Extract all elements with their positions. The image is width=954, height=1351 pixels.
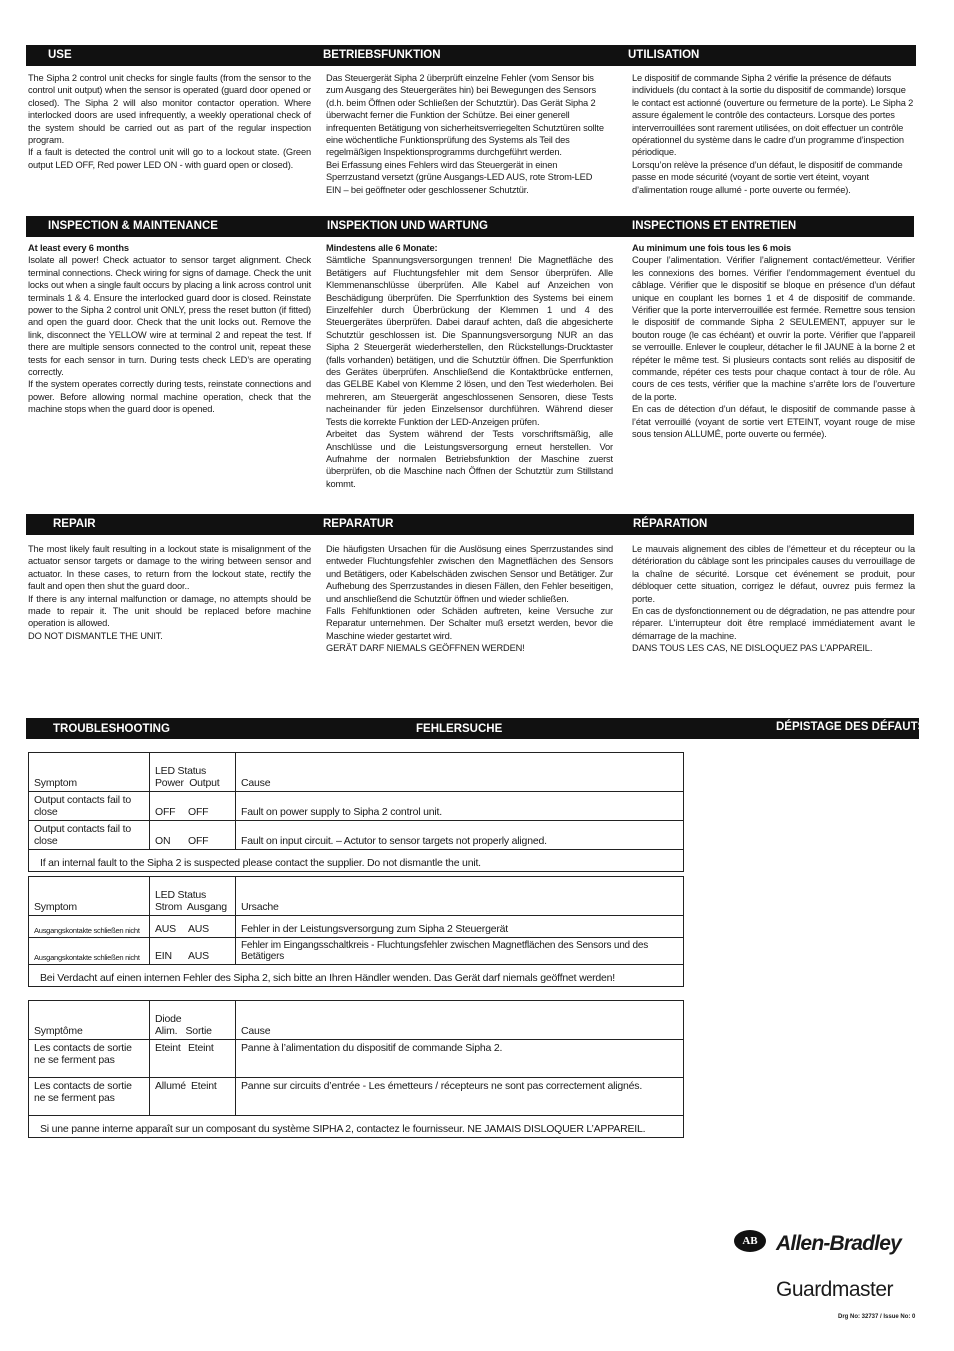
repair-text-fr (632, 543, 915, 655)
col-header-alim: Alim. (155, 1025, 178, 1037)
repair-text-en (28, 543, 311, 642)
diode-cell (150, 1078, 236, 1116)
inspection-text-fr (632, 242, 915, 441)
paragraph: If there is any internal malfunction or damage, no attempts should be made to repair it. The unit should be replaced before machine operation is allowed. (28, 593, 311, 629)
symptom-cell: Les contacts de sortie ne se ferment pas (29, 1040, 150, 1078)
col-header-ursache: Ursache (236, 877, 684, 916)
alim-value: Allumé (155, 1080, 186, 1092)
brand-name: Allen-Bradley (776, 1232, 901, 1255)
paragraph: Arbeitet das System während der Tests vorschriftsmäßig, alle Anschlüsse und die Leistungsversorgung erneut herstellen. Vor Aufnahme der normalen Betriebsfunktion der Maschine zuerst überprüfen, ob die Maschine nach Öffnen der Schutztür zum Stillstand kommt. (326, 429, 613, 489)
table-row (29, 792, 684, 821)
section-header-bar-troubleshooting (26, 718, 926, 739)
section-header-bar-inspection (26, 216, 914, 237)
table-row (29, 938, 684, 965)
troubleshooting-table-fr (28, 1000, 684, 1138)
table-note: Bei Verdacht auf einen internen Fehler des Sipha 2, sich bitte an Ihren Händler wenden. Das Gerät darf niemals geöffnet werden! (29, 965, 684, 987)
use-text-fr (632, 72, 914, 196)
table-row (29, 1078, 684, 1116)
inspection-text-en (28, 242, 311, 416)
col-header-symptome: Symptôme (29, 1001, 150, 1040)
paragraph: Le dispositif de commande Sipha 2 vérifie la présence de défauts individuels (du contact à la sortie du dispositif de commande) lorsque le contact est actionné (ouverture ou fermeture de la porte). Le Sipha 2 assure également le contrôle des contacteurs. Lorsque des portes interverrouillées sont rarement utilisées, on doit effectuer un contrôle opérationnel du système dans le cadre d’un programme d’inspection périodique. (632, 73, 914, 158)
inspection-interval-en: At least every 6 months (28, 243, 129, 253)
paragraph: If the system operates correctly during tests, reinstate connections and power. Before allowing normal machine operation, check that the machine stops when the guard door is opened. (28, 379, 311, 415)
symptom-cell: Les contacts de sortie ne se ferment pas (29, 1078, 150, 1116)
paragraph: Das Steuergerät Sipha 2 überprüft einzelne Fehler (vom Sensor bis zum Ausgang des Steuergerätes hin) bei Bewegungen des Sensors (d.h. beim Öffnen oder Schließen der Schutztür). Das Gerät Sipha 2 überwacht ferner die Funktion der Schütze. Bei einer generell infrequenten Betätigung von sicherheitsverriegelten Schutztüren sollte eine wöchentliche Funktionsprüfung des Systems als Teil des regelmäßigen Inspektionsprogramms durchgeführt werden. (326, 73, 604, 158)
col-header-symptom: Symptom (29, 753, 150, 792)
header-repair-fr: RÉPARATION (633, 518, 708, 530)
cause-cell: Fault on power supply to Sipha 2 control unit. (236, 792, 684, 821)
header-repair-de: REPARATUR (323, 518, 394, 530)
paragraph: DO NOT DISMANTLE THE UNIT. (28, 630, 163, 641)
col-header-cause: Cause (236, 1001, 684, 1040)
paragraph: Lorsqu’on relève la présence d’un défaut, le dispositif de commande passe en mode sécurité (voyant de sortie vert éteint, voyant d’alimentation rouge allumé - porte ouverte ou fermée). (632, 159, 903, 195)
col-header-symptom: Symptom (29, 877, 150, 916)
col-header-output: Output (189, 777, 220, 789)
paragraph: The most likely fault resulting in a lockout state is misalignment of the actuator sensor targets or damage to the wiring between sensor and actuator. In these cases, to return from the lockout state, rectify the fault and open then shut the guard door.. (28, 544, 311, 592)
alim-value: Eteint (155, 1042, 181, 1054)
paragraph: En cas de dysfonctionnement ou de dégradation, ne pas attendre pour réparer. L’interrupteur doit être remplacé immédiatement avant le démarrage de la machine. (632, 606, 915, 641)
col-header-power: Power (155, 777, 184, 789)
col-header-diode (150, 1001, 236, 1040)
paragraph: Couper l’alimentation. Vérifier l’alignement contact/émetteur. Vérifier les connexions des bornes. Vérifier l’endommagement éventuel du câblage. Vérifier que le dispositif se bloque en présence d’un défaut unique en couplant les bornes 1 et 4 de dispositif de commande. Vérifier que la porte interverrouillée est fermée. Remettre sous tension le dispositif de commande Sipha 2 SEULEMENT, appuyer sur le bouton rouge (le cas échéant) et ouvrir la porte. Vérifier que l’appareil se verrouille. Enlever le coupleur, détacher le fil JAUNE à la borne 2 et répéter le même test. Si plusieurs contacts sont reliés au dispositif de commande, répéter ces tests pour chaque contact à tour de rôle. Au cours de ces tests, vérifier que la machine s’arrête lors de l’ouverture de la porte. (632, 255, 915, 402)
diode-cell (150, 1040, 236, 1078)
sortie-value: Eteint (188, 1042, 214, 1054)
header-inspection-fr: INSPECTIONS ET ENTRETIEN (632, 220, 797, 232)
inspection-interval-de: Mindestens alle 6 Monate: (326, 243, 438, 253)
paragraph: En cas de détection d’un défaut, le dispositif de commande passe à l’état verrouillé (voyant de sortie vert ETEINT, voyant rouge de mise sous tension ALLUMÉ, porte ouverte ou fermée). (632, 404, 915, 440)
diode-group-label: Diode (155, 1013, 182, 1025)
led-cell (150, 938, 236, 965)
led-group-label: LED Status (155, 889, 207, 901)
paragraph: Bei Erfassung eines Fehlers wird das Steuergerät in einen Sperrzustand versetzt (grüne Ausgangs-LED AUS, rote Strom-LED EIN – bei geöffneter oder geschlossener Schutztür. (326, 159, 593, 195)
paragraph: Sämtliche Spannungsversorgungen trennen! Die Magnetfläche des Betätigers auf Fluchtungsfehler mit dem Sensor überprüfen. Alle Klemmenanschlüsse überprüfen. Alle Kabel auf Anzeichen von Beschädigung überprüfen. Die Sperrfunktion des Systems bei einem Einzelfehler durch Überbrückung der Klemmen 1 und 4 des Steuergerätes überprüfen. Dabei darauf achten, daß die abgesicherte Schutztür geschlossen ist. Die Spannungsversorgung NUR an das Sipha 2 Steuergerät wiederherstellen, den Rückstellungs-Drucktaster (falls vorhanden) betätigen, und die Schutztür öffnen. Die Sperrfunktion des Gerätes überprüfen. Anschließend die Kontaktbrücke entfernen, das GELBE Kabel von Klemme 2 lösen, und den Test wiederholen. Bei mehreren, am Steuergerät angeschlossenen Sensoren, diese Tests nacheinander für jeden Einzelsensor durchführen. Während dieser Tests die korrekte Funktion der LED-Anzeigen prüfen. (326, 255, 613, 427)
inspection-text-de (326, 242, 613, 490)
ausgang-value: AUS (188, 950, 209, 962)
led-cell (150, 792, 236, 821)
col-header-led (150, 877, 236, 916)
header-use-en: USE (48, 49, 72, 61)
table-row (29, 821, 684, 850)
cause-cell: Fault on input circuit. – Actutor to sensor targets not properly aligned. (236, 821, 684, 850)
led-cell (150, 916, 236, 938)
paragraph: Le mauvais alignement des cibles de l’émetteur et du récepteur ou la détérioration du câblage sont les principales causes du verrouillage de la chaîne de sécurité. Lorsque cet événement se produit, pour débloquer cette situation, corrigez le défaut, ouvrez puis fermez la porte. (632, 544, 915, 604)
strom-value: EIN (155, 950, 172, 962)
ausgang-value: AUS (188, 923, 209, 935)
inspection-interval-fr: Au minimum une fois tous les 6 mois (632, 243, 792, 253)
col-header-ausgang: Ausgang (186, 901, 227, 913)
header-troubleshooting-fr: DÉPISTAGE DES DÉFAUTS (776, 721, 926, 733)
symptom-cell: Ausgangskontakte schließen nicht (29, 938, 150, 965)
table-note: Si une panne interne apparaît sur un composant du système SIPHA 2, contactez le fournisseur. NE JAMAIS DISLOQUER L’APPAREIL. (29, 1116, 684, 1138)
cause-cell: Panne sur circuits d’entrée - Les émetteurs / récepteurs ne sont pas correctement alignés. (236, 1078, 684, 1116)
cause-cell: Fehler in der Leistungsversorgung zum Sipha 2 Steuergerät (236, 916, 684, 938)
col-header-led (150, 753, 236, 792)
paragraph: DANS TOUS LES CAS, NE DISLOQUEZ PAS L’APPAREIL. (632, 643, 873, 654)
strom-value: AUS (155, 923, 176, 935)
table-row (29, 1040, 684, 1078)
troubleshooting-table-en (28, 752, 684, 872)
paragraph: Isolate all power! Check actuator to sensor target alignment. Check terminal connections. Check wiring for signs of damage. Check the unit locks out when a single fault occurs by placing a link across control unit terminals 1 & 4. Ensure the interlocked guard door is closed. Reinstate power to the Sipha 2 control unit ONLY, press the reset button (if fitted) and open the guard door. Check that the unit locks out. Remove the link, disconnect the YELLOW wire at terminal 2 and repeat the test. If there are multiple sensors connected to the control unit, repeat these tests for each sensor in turn. During tests check LED’s are operating correctly. (28, 255, 311, 378)
repair-text-de (326, 543, 613, 655)
section-header-bar-use (26, 45, 916, 66)
allen-bradley-logo-icon: AB (734, 1230, 766, 1252)
paragraph: The Sipha 2 control unit checks for single faults (from the sensor to the control unit output) when the sensor is operated (guard door opened or closed). The Sipha 2 will also monitor contactor operation. Where interlocked doors are used infrequently, a weekly operational check of the system should be carried out as part of the regular inspection program. (28, 73, 311, 146)
guardmaster-logo: Guardmaster (776, 1278, 894, 1301)
header-use-de: BETRIEBSFUNKTION (323, 49, 441, 61)
table-note: If an internal fault to the Sipha 2 is suspected please contact the supplier. Do not dismantle the unit. (29, 850, 684, 872)
col-header-strom: Strom (155, 901, 183, 913)
paragraph: If a fault is detected the control unit will go to a lockout state. (Green output LED OFF, Red power LED ON - with guard open or closed). (28, 147, 311, 170)
table-row (29, 916, 684, 938)
troubleshooting-table-de (28, 876, 684, 987)
paragraph: Falls Fehlfunktionen oder Schäden auftreten, keine Versuche zur Reparatur unternehmen. Der Schalter muß ersetzt werden, bevor die Maschine wieder gestartet wird. (326, 606, 613, 641)
power-value: OFF (155, 806, 176, 818)
symptom-cell: Ausgangskontakte schließen nicht (29, 916, 150, 938)
symptom-cell: Output contacts fail to close (29, 792, 150, 821)
paragraph: Die häufigsten Ursachen für die Auslösung eines Sperrzustandes sind entweder Fluchtungsfehler zwischen den Magnetflächen des Sensors und Betätigers, oder Kabelschäden zwischen Sensor und Betätiger. Zur Aufhebung des Sperrzustandes in diesen Fällen, den Fehler beseitigen, und anschließend die Schutztür öffnen und wieder schließen. (326, 544, 613, 604)
paragraph: GERÄT DARF NIEMALS GEÖFFNEN WERDEN! (326, 643, 525, 654)
header-repair-en: REPAIR (53, 518, 96, 530)
led-group-label: LED Status (155, 765, 207, 777)
led-cell (150, 821, 236, 850)
header-use-fr: UTILISATION (628, 49, 700, 61)
use-text-de (326, 72, 606, 196)
col-header-cause: Cause (236, 753, 684, 792)
drawing-number: Drg No: 32737 / Issue No: 0 (838, 1314, 916, 1320)
output-value: OFF (188, 835, 209, 847)
header-troubleshooting-en: TROUBLESHOOTING (53, 723, 170, 735)
section-header-bar-repair (26, 514, 914, 535)
sortie-value: Eteint (191, 1080, 217, 1092)
use-text-en (28, 72, 311, 171)
col-header-sortie: Sortie (185, 1025, 212, 1037)
header-troubleshooting-de: FEHLERSUCHE (416, 723, 503, 735)
power-value: ON (155, 835, 171, 847)
header-inspection-de: INSPEKTION UND WARTUNG (327, 220, 488, 232)
output-value: OFF (188, 806, 209, 818)
symptom-cell: Output contacts fail to close (29, 821, 150, 850)
header-inspection-en: INSPECTION & MAINTENANCE (48, 220, 218, 232)
cause-cell: Fehler im Eingangsschaltkreis - Fluchtungsfehler zwischen Magnetflächen des Sensors und des Betätigers (236, 938, 684, 965)
cause-cell: Panne à l’alimentation du dispositif de commande Sipha 2. (236, 1040, 684, 1078)
